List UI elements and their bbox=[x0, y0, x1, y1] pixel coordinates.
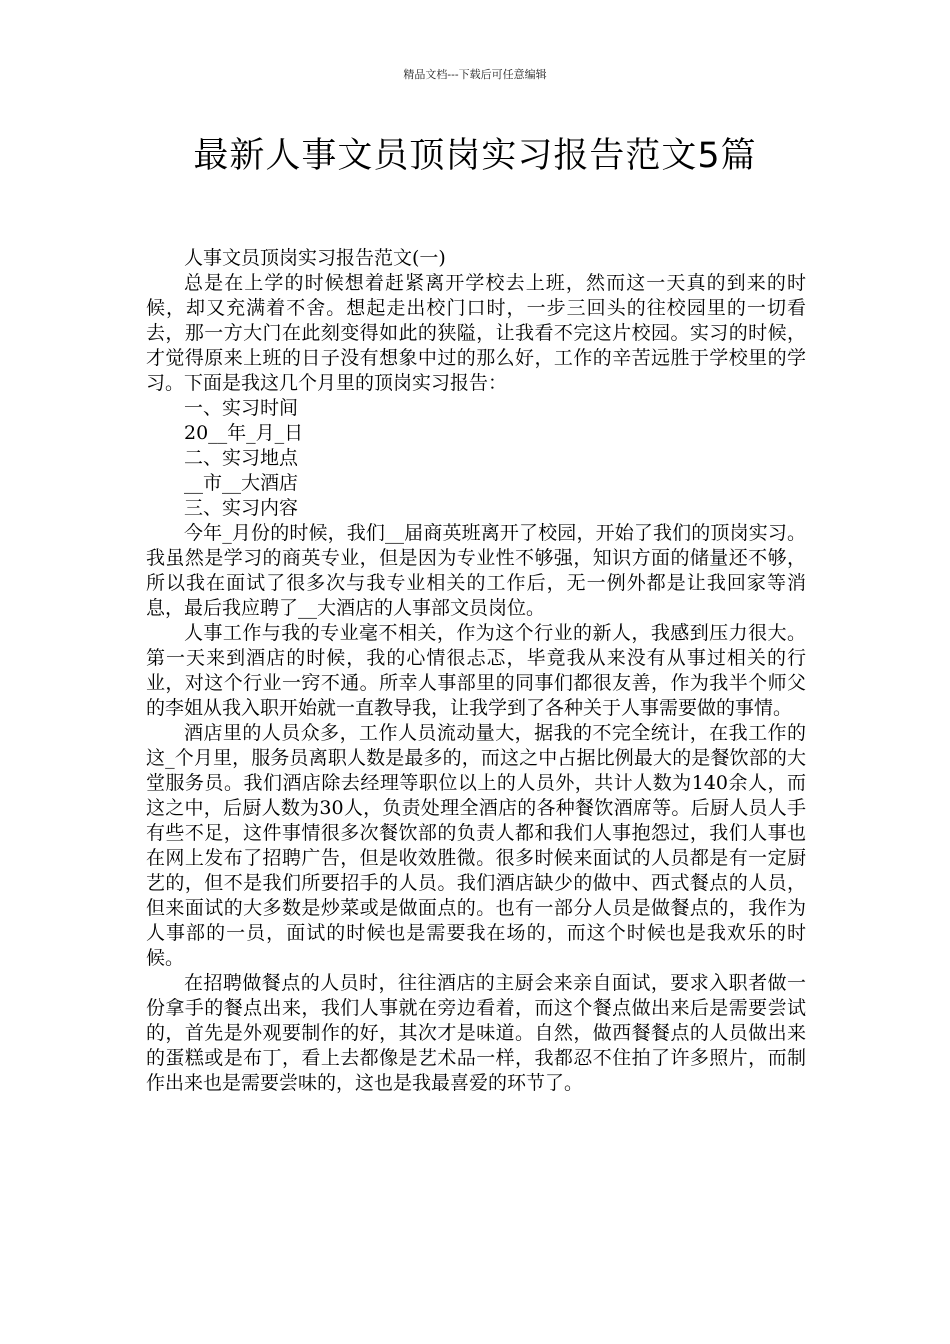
paragraph: 二、实习地点 bbox=[184, 447, 299, 469]
paragraph: 总是在上学的时候想着赶紧离开学校去上班，然而这一天真的到来的时候，却又充满着不舍。想起走出校门口时，一步三回头的往校园里的一切看去，那一方大门在此刻变得如此的狭隘，让我看不完这片校园。实习的时候，才觉得原来上班的日子没有想象中过的那么好，工作的辛苦远胜于学校里的学习。下面是我这几个月里的顶岗实习报告： bbox=[146, 272, 806, 394]
paragraph: 酒店里的人员众多，工作人员流动量大，据我的不完全统计，在我工作的这_个月里，服务员离职人数是最多的，而这之中占据比例最大的是餐饮部的大堂服务员。我们酒店除去经理等职位以上的人员外，共计人数为140余人，而这之中，后厨人数为30人，负责处理全酒店的各种餐饮酒席等。后厨人员人手有些不足，这件事情很多次餐饮部的负责人都和我们人事抱怨过，我们人事也在网上发布了招聘广告，但是收效胜微。很多时候来面试的人员都是有一定厨艺的，但不是我们所要招手的人员。我们酒店缺少的做中、西式餐点的人员，但来面试的大多数是炒菜或是做面点的。也有一部分人员是做餐点的，我作为人事部的一员，面试的时候也是需要我在场的，而这个时候也是我欢乐的时候。 bbox=[146, 722, 806, 969]
paragraph: 三、实习内容 bbox=[184, 497, 299, 519]
paragraph: 今年_月份的时候，我们__届商英班离开了校园，开始了我们的顶岗实习。我虽然是学习的商英专业，但是因为专业性不够强，知识方面的储量还不够，所以我在面试了很多次与我专业相关的工作后，无一例外都是让我回家等消息，最后我应聘了__大酒店的人事部文员岗位。 bbox=[146, 522, 806, 619]
paragraph: 人事文员顶岗实习报告范文(一) bbox=[184, 247, 446, 269]
paragraph: 一、实习时间 bbox=[184, 397, 299, 419]
paragraph: 在招聘做餐点的人员时，往往酒店的主厨会来亲自面试，要求入职者做一份拿手的餐点出来，我们人事就在旁边看着，而这个餐点做出来后是需要尝试的，首先是外观要制作的好，其次才是味道。自然，做西餐餐点的人员做出来的蛋糕或是布丁，看上去都像是艺术品一样，我都忍不住拍了许多照片，而制作出来也是需要尝味的，这也是我最喜爱的环节了。 bbox=[146, 972, 806, 1094]
document-title: 最新人事文员顶岗实习报告范文5篇 bbox=[193, 136, 757, 176]
paragraph: 人事工作与我的专业毫不相关，作为这个行业的新人，我感到压力很大。第一天来到酒店的时候，我的心情很忐忑，毕竟我从来没有从事过相关的行业，对这个行业一窍不通。所幸人事部里的同事们都很友善，作为我半个师父的李姐从我入职开始就一直教导我，让我学到了各种关于人事需要做的事情。 bbox=[146, 622, 806, 719]
paragraph: __市__大酒店 bbox=[184, 472, 299, 494]
header-note: 精品文档---下载后可任意编辑 bbox=[403, 68, 547, 81]
paragraph: 20__年_月_日 bbox=[184, 422, 304, 444]
document-body bbox=[146, 246, 806, 1096]
